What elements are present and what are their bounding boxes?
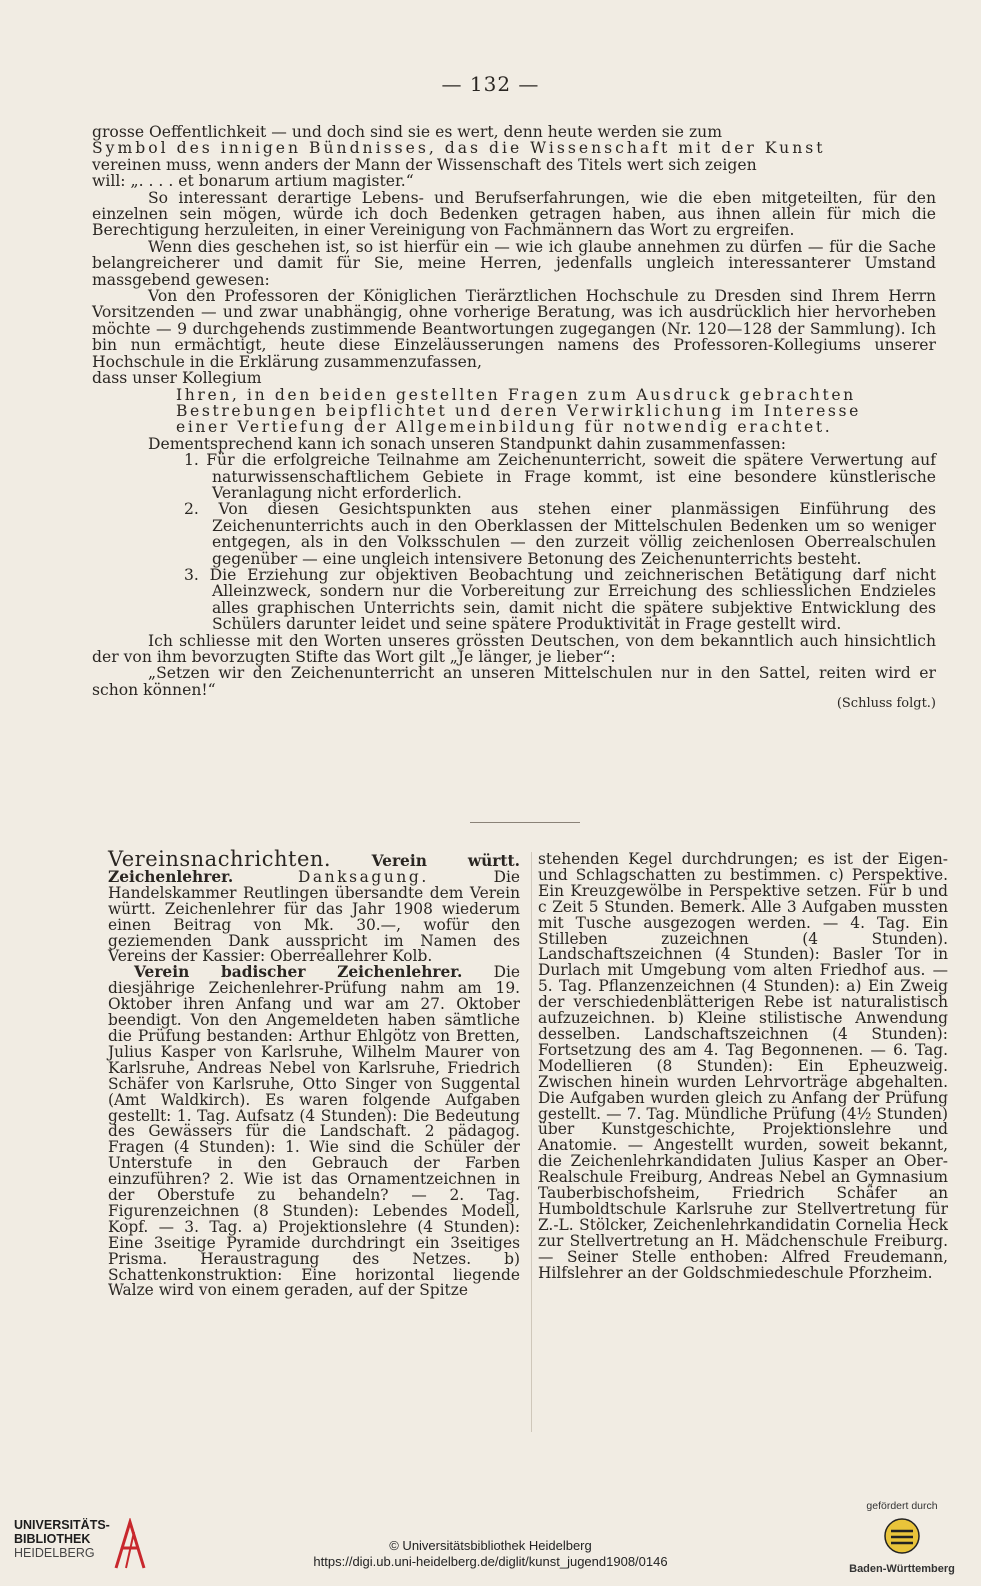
notice-text: stehenden Kegel durchdrungen; es ist der Eigen- und Schlagschatten zu bestimmen. c) Perspektive. Ein Kreuzgewölbe in Perspektive setzen. Für b und c Zeit 5 Stunden. Bemerk. Alle 3 Aufgaben mussten mit Tusche ausgezogen werden. — 4. Tag. Ein Stilleben zuzeichnen (4 Stunden). Landschaftszeichnen (4 Stunden): Basler Tor in Durlach mit Umgebung vom alten Friedhof aus. — 5. Tag. Pflanzenzeichnen (4 Stunden): a) Ein Zweig der verschiedenblätterigen Rebe ist naturalistisch aufzuzeichnen. b) Kleine stilistische Anwendung desselben. Landschaftszeichnen (4 Stunden): Fortsetzung des am 4. Tag Begonnenen. — 6. Tag. Modellieren (8 Stunden): Ein Epheuzweig. Zwischen hinein wurden Lehrvorträge abgehalten. Die Aufgaben wurden gleich zu Anfang der Prüfung gestellt. — 7. Tag. Mündliche Prüfung (4½ Stunden) über Kunstgeschichte, Projektionslehre und Anatomie. — Angestellt wurden, soweit bekannt, die Zeichenlehrkandidaten Julius Kasper an Ober-Realschule Freiburg, Andreas Nebel an Gymnasium Tauberbischofsheim, Friedrich Schäfer an Humboldtschule Karlsruhe zur Stellvertretung für Z.-L. Stölcker, Zeichenlehrkandidatin Cornelia Heck zur Stellvertretung an H. Mädchenschule Freiburg. — Seiner Stelle enthoben: Alfred Freudemann, Hilfslehrer an der Goldschmiedeschule Pforzheim.	[538, 850, 948, 1282]
paragraph: So interessant derartige Lebens- und Berufserfahrungen, wie die eben mitgeteilten, für den einzelnen sein mögen, würde ich doch Bedenken getragen haben, aus ihnen allein für mich die Berechtigung herzuleiten, in einer Vereinigung von Fachmännern das Wort zu ergreifen.	[92, 188, 936, 240]
left-column	[108, 847, 520, 1300]
library-name: UNIVERSITÄTS-	[14, 1518, 110, 1532]
list-item: 1. Für die erfolgreiche Teilnahme am Zeichenunterricht, soweit die spätere Verwertung auf naturwissenschaftlichem Gebiete in Frage kommt, ist eine besondere künstlerische Veranlagung nicht erforderlich.	[184, 451, 936, 502]
club-title: Verein württ. Zeichenlehrer.	[108, 852, 520, 886]
article-continuation	[92, 124, 936, 713]
copyright-text: © Universitätsbibliothek Heidelberg	[389, 1538, 592, 1553]
closing-quote: „Setzen wir den Zeichenunterricht an unseren Mittelschulen nur in den Sattel, reiten wird er schon können!“	[92, 664, 936, 699]
paragraph: Ich schliesse mit den Worten unseres grössten Deutschen, von dem bekanntlich auch hinsichtlich der von ihm bevorzugten Stifte das Wort gilt „Je länger, je lieber“:	[92, 631, 936, 666]
quote-line: Bestrebungen beipflichtet und deren Verwirklichung im Interesse	[176, 401, 861, 420]
section-divider	[470, 822, 580, 823]
list-item: 3. Die Erziehung zur objektiven Beobachtung und zeichnerischen Betätigung darf nicht Alleinzweck, sondern nur die Vorbereitung zur Erreichung des schliesslichen Endzieles alles graphischen Unterrichts sein, damit nicht die spätere subjektive Entwicklung des Schülers darunter leidet und seine spätere Produktivität in Frage gestellt wird.	[184, 565, 936, 634]
quote-line: einer Vertiefung der Allgemeinbildung für notwendig erachtet.	[176, 418, 833, 437]
continued-note: (Schluss folgt.)	[836, 696, 936, 712]
column-rule	[531, 852, 532, 1432]
page-number: — 132 —	[441, 72, 540, 96]
section-heading: Vereinsnachrichten.	[108, 847, 332, 871]
text-line: grosse Oeffentlichkeit — und doch sind sie es wert, denn heute werden sie zum	[92, 123, 722, 141]
paragraph: Dementsprechend kann ich sonach unseren Standpunkt dahin zusammenfassen:	[148, 434, 787, 453]
right-column	[538, 852, 948, 1281]
sponsor-block[interactable]	[847, 1500, 957, 1575]
footer-credits	[0, 1538, 981, 1570]
source-url[interactable]: https://digi.ub.uni-heidelberg.de/diglit/kunst_jugend1908/0146	[313, 1554, 668, 1569]
footer	[0, 1500, 981, 1586]
paragraph: dass unser Kollegium	[92, 369, 262, 388]
text-line: vereinen muss, wenn anders der Mann der Wissenschaft des Titels wert sich zeigen	[92, 155, 757, 174]
quote-line: Ihren, in den beiden gestellten Fragen zum Ausdruck gebrachten	[176, 385, 856, 404]
text-line: will: „. . . . et bonarum artium magister.“	[92, 172, 414, 191]
sponsor-name: Baden-Württemberg	[849, 1563, 955, 1575]
notice-text: Die Handelskammer Reutlingen übersandte dem Verein württ. Zeichenlehrer für das Jahr 1908 wiederum einen Beitrag von Mk. 30.—, wofür den geziemenden Dank ausspricht im Namen des Vereins der Kassier: Oberreallehrer Kolb.	[108, 867, 520, 966]
list-item: 2. Von diesen Gesichtspunkten aus stehen einer planmässigen Einführung des Zeichenunterrichts auch in den Oberklassen der Mittelschulen Bedenken um so weniger entgegen, als in den Volksschulen — den zurzeit völlig zeichenlosen Oberrealschulen gegenüber — eine ungleich intensivere Betonung des Zeichenunterrichts besteht.	[184, 500, 936, 568]
library-city: HEIDELBERG	[14, 1546, 95, 1560]
library-name: BIBLIOTHEK	[14, 1532, 91, 1546]
notice-title: Danksagung.	[297, 867, 429, 886]
club-title: Verein badischer Zeichenlehrer.	[134, 963, 463, 982]
text-line: Symbol des innigen Bündnisses, das die Wissenschaft mit der Kunst	[92, 139, 826, 158]
paragraph: Wenn dies geschehen ist, so ist hierfür ein — wie ich glaube annehmen zu dürfen — für die Sache belangreicherer und damit für Sie, meine Herren, jedenfalls ungleich interessanterer Umstand massgebend gewesen:	[92, 237, 936, 289]
sponsor-label: gefördert durch	[866, 1500, 938, 1512]
state-coat-of-arms-icon	[882, 1516, 922, 1556]
paragraph: Von den Professoren der Königlichen Tierärztlichen Hochschule zu Dresden sind Ihrem Herrn Vorsitzenden — und zwar unabhängig, ohne vorherige Beratung, was ich ausdrücklich hier hervorheben möchte — 9 durchgehends zustimmende Beantwortungen zugegangen (Nr. 120—128 der Sammlung). Ich bin nun ermächtigt, heute diese Einzeläusserungen namens des Professoren-Kollegiums unserer Hochschule in die Erklärung zusammenzufassen,	[92, 287, 936, 371]
notice-text: Die diesjährige Zeichenlehrer-Prüfung nahm am 19. Oktober ihren Anfang und war am 27. Oktober beendigt. Von den Angemeldeten haben sämtliche die Prüfung bestanden: Arthur Ehlgötz von Bretten, Julius Kasper von Karlsruhe, Wilhelm Maurer von Karlsruhe, Andreas Nebel von Karlsruhe, Friedrich Schäfer von Karlsruhe, Otto Singer von Suggental (Amt Waldkirch). Es waren folgende Aufgaben gestellt: 1. Tag. Aufsatz (4 Stunden): Die Bedeutung des Gewässers für die Landschaft. 2 pädagog. Fragen (4 Stunden): 1. Wie sind die Schüler der Unterstufe in den Gebrauch der Farben einzuführen? 2. Wie ist das Ornamentzeichnen in der Oberstufe zu behandeln? — 2. Tag. Figurenzeichnen (8 Stunden): Lebendes Modell, Kopf. — 3. Tag. a) Projektionslehre (4 Stunden): Eine 3seitige Pyramide durchdringt ein 3seitiges Prisma. Heraustragung des Netzes. b) Schattenkonstruktion: Eine horizontal liegende Walze wird von einem geraden, auf der Spitze	[108, 963, 520, 1300]
